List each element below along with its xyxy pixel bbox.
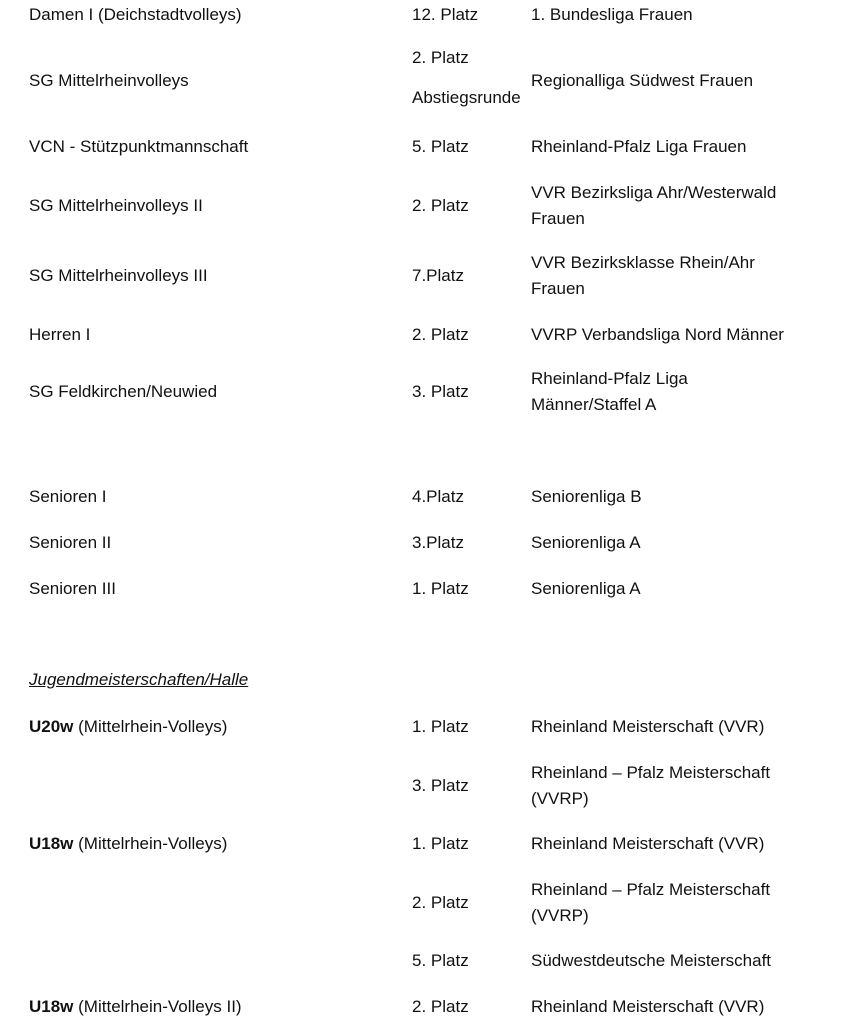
team-place-line: Abstiegsrunde [412,88,521,107]
youth-championship [531,760,770,812]
youth-row [0,948,841,974]
league-line: VVR Bezirksklasse Rhein/Ahr [531,253,755,272]
youth-team [29,717,227,737]
team-row [0,134,841,160]
team-name: SG Mittelrheinvolleys III [29,266,208,285]
team-league [531,250,755,302]
team-name: SG Mittelrheinvolleys [29,71,189,90]
senior-name: Senioren III [29,579,116,598]
senior-league: Seniorenliga A [531,579,641,598]
team-place-line: 2. Platz [412,48,469,67]
youth-place: 2. Platz [412,997,469,1016]
youth-championship: Rheinland Meisterschaft (VVR) [531,834,765,853]
team-row [0,48,841,114]
league-line: Frauen [531,279,585,298]
team-place: 2. Platz [412,196,469,215]
team-label: (Mittelrhein-Volleys) [73,834,228,853]
league-line: Männer/Staffel A [531,395,657,414]
team-place: 7.Platz [412,266,464,285]
senior-row [0,576,841,602]
youth-championship: Südwestdeutsche Meisterschaft [531,951,772,970]
team-place: 3. Platz [412,382,469,401]
section-heading: Jugendmeisterschaften/Halle [29,670,249,689]
youth-place: 2. Platz [412,893,469,912]
youth-row [0,877,841,929]
youth-team [29,834,227,854]
senior-row [0,530,841,556]
championship-line: (VVRP) [531,789,589,808]
team-row [0,180,841,232]
youth-place: 5. Platz [412,951,469,970]
senior-league: Seniorenliga A [531,533,641,552]
age-group: U18w [29,997,74,1016]
team-league: Rheinland-Pfalz Liga Frauen [531,137,747,156]
team-label: (Mittelrhein-Volleys) [73,717,228,736]
team-name: Herren I [29,325,91,344]
league-line: Frauen [531,209,585,228]
team-league [531,180,776,232]
team-place: 12. Platz [412,5,479,24]
league-line: Rheinland-Pfalz Liga [531,369,688,388]
team-league [531,366,688,418]
team-league: 1. Bundesliga Frauen [531,5,693,24]
team-place [412,48,521,108]
age-group: U20w [29,717,74,736]
senior-place: 1. Platz [412,579,469,598]
senior-place: 4.Platz [412,487,464,506]
youth-row [0,831,841,857]
team-place: 2. Platz [412,325,469,344]
championship-line: Rheinland – Pfalz Meisterschaft [531,763,771,782]
senior-row [0,484,841,510]
youth-championship [531,877,770,929]
team-row [0,2,841,28]
youth-championship: Rheinland Meisterschaft (VVR) [531,717,765,736]
youth-place: 1. Platz [412,834,469,853]
team-name: SG Mittelrheinvolleys II [29,196,203,215]
league-line: VVR Bezirksliga Ahr/Westerwald [531,183,777,202]
senior-name: Senioren II [29,533,112,552]
championship-line: (VVRP) [531,906,589,925]
age-group: U18w [29,834,74,853]
youth-place: 3. Platz [412,776,469,795]
team-league: VVRP Verbandsliga Nord Männer [531,325,784,344]
youth-championship: Rheinland Meisterschaft (VVR) [531,997,765,1016]
team-label: (Mittelrhein-Volleys II) [73,997,242,1016]
team-name: Damen I (Deichstadtvolleys) [29,5,242,24]
team-row [0,322,841,348]
team-row [0,366,841,418]
team-row [0,250,841,302]
youth-row [0,714,841,740]
senior-league: Seniorenliga B [531,487,642,506]
team-place: 5. Platz [412,137,469,156]
team-league: Regionalliga Südwest Frauen [531,71,754,90]
senior-place: 3.Platz [412,533,464,552]
youth-place: 1. Platz [412,717,469,736]
youth-row [0,994,841,1020]
senior-name: Senioren I [29,487,107,506]
championship-line: Rheinland – Pfalz Meisterschaft [531,880,771,899]
youth-team [29,997,242,1017]
team-name: VCN - Stützpunktmannschaft [29,137,249,156]
team-name: SG Feldkirchen/Neuwied [29,382,218,401]
youth-row [0,760,841,812]
